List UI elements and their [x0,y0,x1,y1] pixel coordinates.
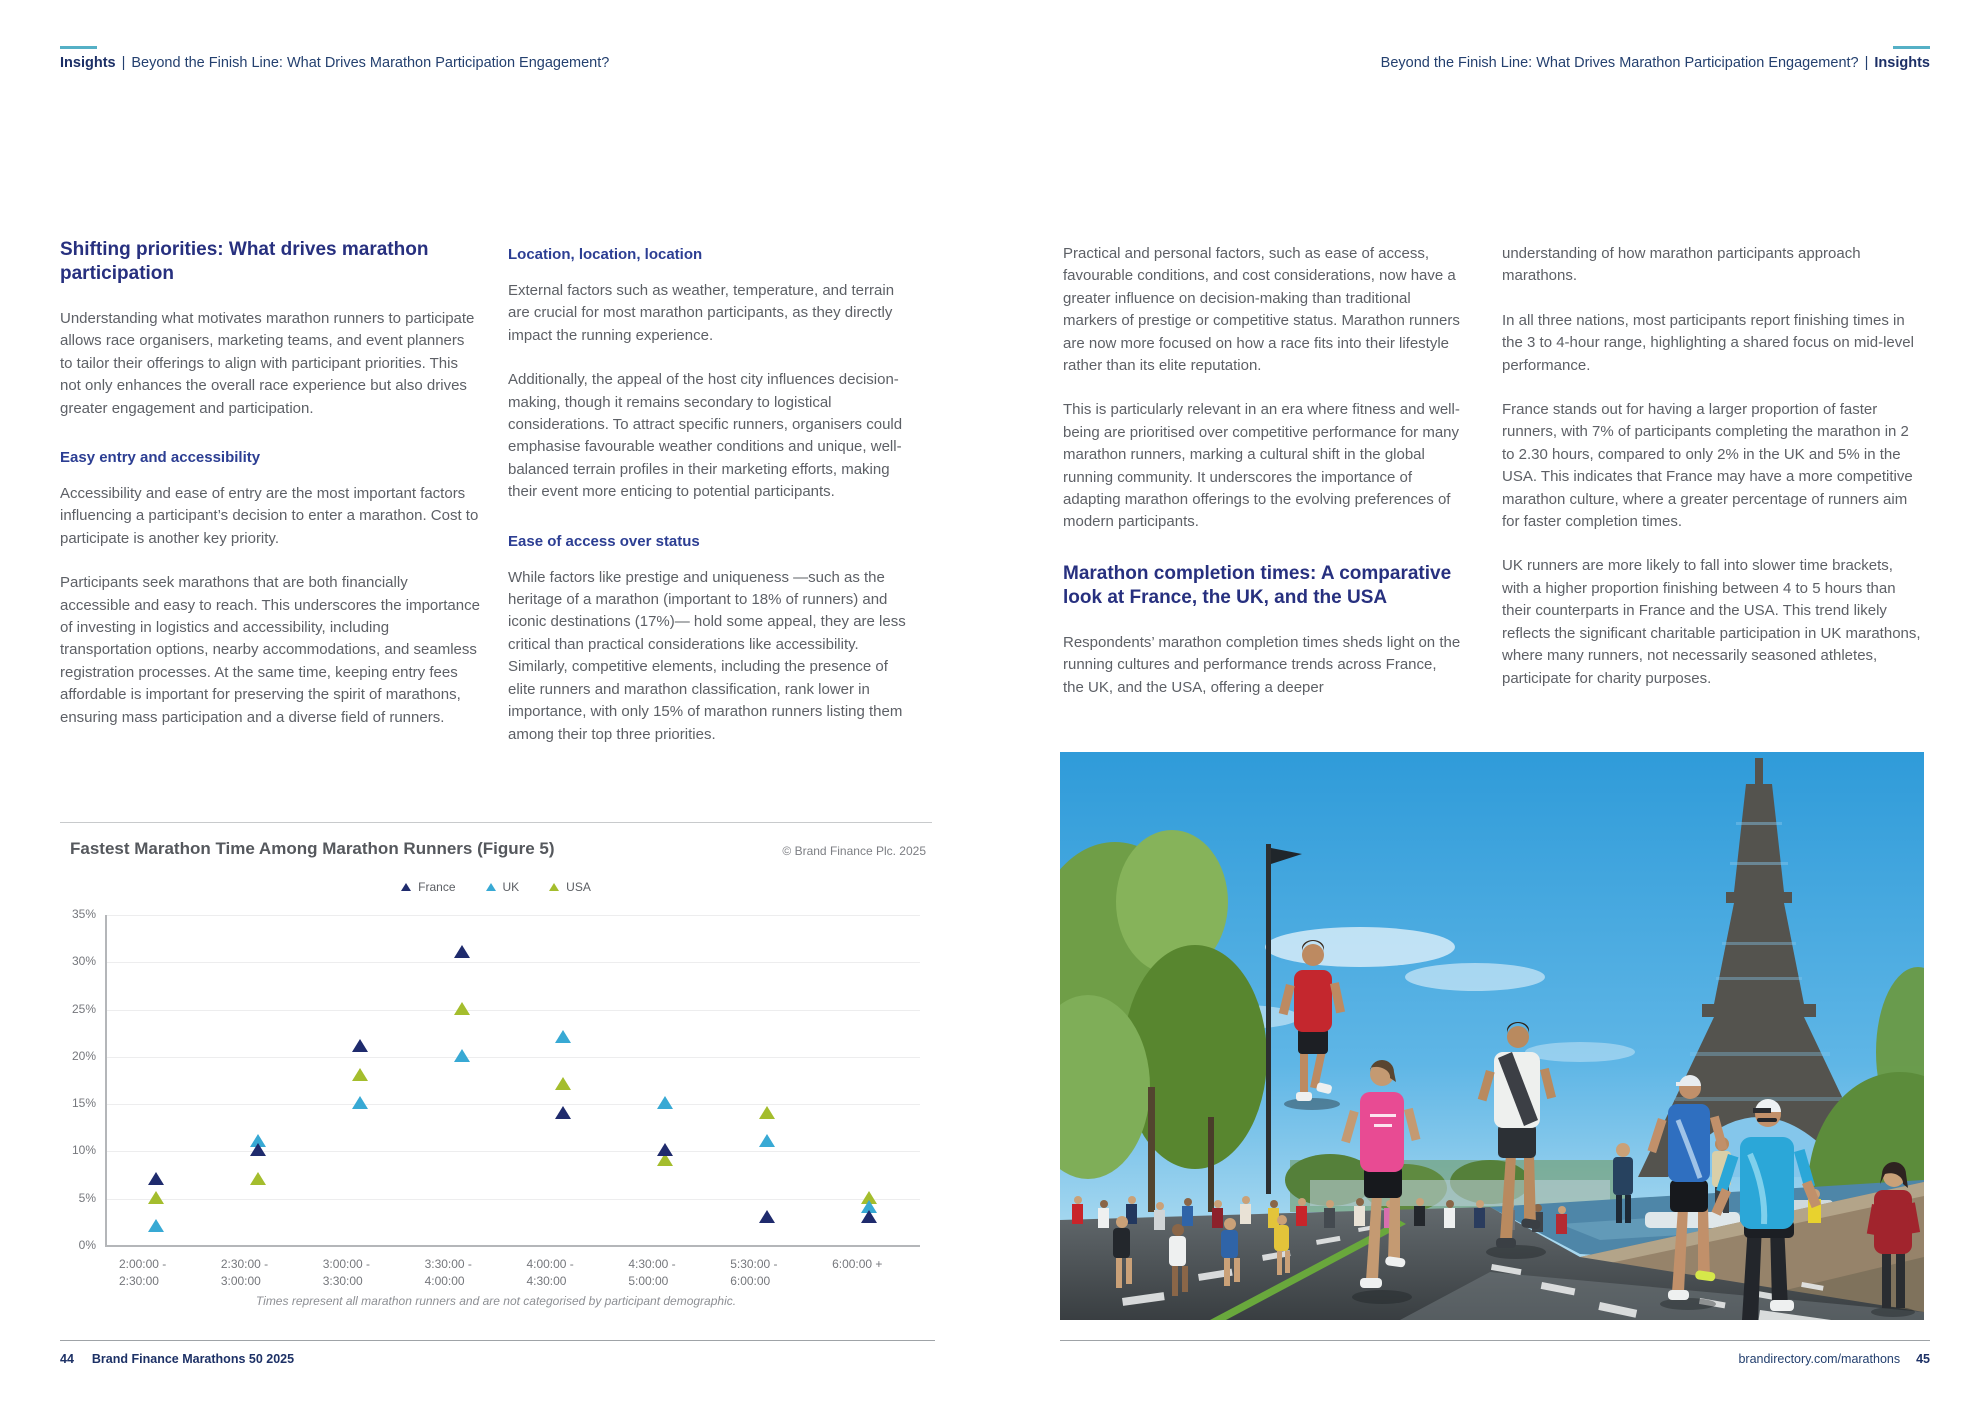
header-accent-bar-right [1893,46,1930,49]
running-head-category: Insights [1874,55,1930,71]
y-tick-label-30: 30% [71,954,96,969]
y-tick-label-0: 0% [78,1238,96,1252]
gridline-25 [105,1010,920,1011]
legend-label-france: France [418,880,456,894]
chart-legend [60,880,932,894]
data-point-france-1 [250,1143,266,1156]
gridline-20 [105,1057,920,1058]
data-point-uk-3 [454,1049,470,1062]
y-tick-label-10: 10% [71,1143,96,1158]
gridline-15 [105,1104,920,1105]
running-head-category: Insights [60,55,116,71]
data-point-france-5 [657,1143,673,1156]
y-axis-line [105,915,107,1246]
chart-plot-area [105,915,920,1246]
y-tick-label-15: 15% [71,1096,96,1111]
x-tick-label-1: 2:30:00 - 3:00:00 [220,1257,269,1288]
legend-item-france [401,880,455,894]
subheading: Ease of access over status [508,532,700,550]
paragraph: Practical and personal factors, such as ease of access, favourable conditions, and cost considerations, now have a greater influence on decision-making than traditional markers of prestige or competitive status. Marathon runners are now more focused on how a race fits into their lifestyle rather than its elite reputation. [1063,245,1460,375]
page-number: 44 [60,1352,74,1366]
y-tick-label-35: 35% [71,907,96,921]
running-head-left [60,55,609,71]
data-point-france-0 [148,1172,164,1185]
running-head-title: Beyond the Finish Line: What Drives Marathon Participation Engagement? [1380,55,1859,71]
left-column-1 [60,238,480,751]
running-head-title: Beyond the Finish Line: What Drives Marathon Participation Engagement? [131,55,610,71]
data-point-france-2 [352,1039,368,1052]
figure5-scatter-chart [60,822,932,1320]
data-point-france-6 [759,1210,775,1223]
footer-right [1738,1352,1930,1366]
x-tick-label-6: 5:30:00 - 6:00:00 [730,1257,778,1288]
data-point-usa-2 [352,1068,368,1081]
running-head-separator: | [121,55,126,71]
legend-item-usa [549,880,591,894]
paragraph: Accessibility and ease of entry are the most important factors influencing a participant’s decision to enter a marathon. Cost to participate is another key priority. [60,485,479,547]
footer-rule-right [1060,1340,1930,1341]
paragraph: This is particularly relevant in an era where fitness and well-being are prioritised over competitive performance for many marathon runners, marking a cultural shift in the global running community. It underscores the importance of adapting marathon offerings to the evolving preferences of modern participants. [1063,401,1460,531]
paragraph: Understanding what motivates marathon runners to participate allows race organisers, marketing teams, and event planners to tailor their offerings to align with participant priorities. This not only enhances the overall race experience but also drives greater engagement and participation. [60,310,475,417]
right-column-1 [1063,243,1461,721]
chart-footnote: Times represent all marathon runners and are not categorised by participant demographic. [255,1294,737,1308]
data-point-uk-2 [352,1096,368,1109]
footer-left [60,1352,294,1366]
section-heading: Marathon completion times: A comparative look at France, the UK, and the USA [1063,562,1452,608]
footer-rule-left [60,1340,935,1341]
legend-label-usa: USA [566,880,591,894]
x-tick-label-0: 2:00:00 - 2:30:00 [118,1257,167,1288]
paragraph: In all three nations, most participants report finishing times in the 3 to 4-hour range, highlighting a shared focus on mid-level performance. [1502,311,1914,374]
y-tick-label-25: 25% [71,1001,96,1016]
data-point-france-3 [454,945,470,958]
legend-label-uk: UK [502,880,520,894]
chart-title: Fastest Marathon Time Among Marathon Runners (Figure 5) [70,839,555,858]
gridline-35 [105,915,920,916]
data-point-uk-0 [148,1219,164,1232]
x-tick-label-5: 4:30:00 - 5:00:00 [628,1257,676,1288]
gridline-30 [105,962,920,963]
gridline-10 [105,1151,920,1152]
data-point-usa-6 [759,1106,775,1119]
legend-item-uk [486,880,520,894]
paragraph: UK runners are more likely to fall into slower time brackets, with a higher proportion finishing between 4 to 5 hours than their counterparts in France and the USA. This trend likely reflects the significant charitable participation in UK marathons, where many runners, not necessarily seasoned athletes, participate for charity purposes. [1502,557,1921,687]
data-point-usa-0 [148,1191,164,1204]
legend-marker-uk [486,883,496,891]
data-point-usa-3 [454,1002,470,1015]
data-point-france-7 [861,1210,877,1223]
left-column-2 [508,245,916,768]
data-point-uk-6 [759,1134,775,1147]
data-point-uk-5 [657,1096,673,1109]
data-point-france-4 [555,1106,571,1119]
legend-marker-usa [549,883,559,891]
y-tick-label-5: 5% [78,1190,96,1205]
paragraph: External factors such as weather, temperature, and terrain are crucial for most marathon participants, as they directly impact the running experience. [508,282,895,344]
x-tick-label-7: 6:00:00 + [832,1257,883,1271]
x-tick-label-2: 3:00:00 - 3:30:00 [322,1257,371,1288]
paragraph: Additionally, the appeal of the host city influences decision-making, though it remains secondary to logistical considerations. To attract specific runners, organisers could emphasise favourable weather conditions and unique, well-balanced terrain profiles in their marketing efforts, making their event more enticing to potential participants. [508,371,903,501]
footer-publication: Brand Finance Marathons 50 2025 [91,1352,295,1366]
paragraph: Participants seek marathons that are both financially accessible and easy to reach. This underscores the importance of investing in logistics and accessibility, including transportation options, nearby accommodations, and seamless registration processes. At the same time, keeping entry fees affordable is important for preserving the spirit of marathons, ensuring mass participation and a diverse field of runners. [60,574,480,726]
data-point-usa-4 [555,1077,571,1090]
paragraph: While factors like prestige and uniqueness —such as the heritage of a marathon (important to 18% of runners) and iconic destinations (17%)— hold some appeal, they are less critical than practical considerations like accessibility. Similarly, competitive elements, including the presence of elite runners and marathon classification, rank lower in importance, with only 15% of marathon runners listing them among their top three priorities. [508,568,906,743]
subheading: Location, location, location [508,246,703,263]
data-point-uk-4 [555,1030,571,1043]
chart-top-rule [60,822,932,823]
x-axis-line [105,1245,920,1247]
subheading: Easy entry and accessibility [60,449,261,467]
page-number: 45 [1916,1352,1930,1366]
y-tick-label-20: 20% [71,1048,96,1063]
right-column-2 [1502,243,1922,712]
marathon-photo [1060,752,1924,1320]
chart-copyright: © Brand Finance Plc. 2025 [782,844,926,858]
section-heading: Shifting priorities: What drives marathon participation [60,239,429,284]
x-tick-label-4: 4:00:00 - 4:30:00 [526,1257,574,1288]
running-head-right [1381,55,1930,71]
x-tick-label-3: 3:30:00 - 4:00:00 [424,1257,472,1288]
footer-url-link[interactable]: brandirectory.com/marathons [1738,1352,1901,1366]
paragraph: France stands out for having a larger proportion of faster runners, with 7% of participants completing the marathon in 2 to 2.30 hours, compared to only 2% in the UK and 5% in the USA. This indicates that France may have a more competitive marathon culture, where a greater percentage of runners aim for faster completion times. [1502,401,1913,531]
data-point-usa-1 [250,1172,266,1185]
gridline-5 [105,1199,920,1200]
legend-marker-france [401,883,411,891]
marathon-photo-illustration [1060,752,1924,1320]
paragraph: understanding of how marathon participants approach marathons. [1502,245,1861,285]
running-head-separator: | [1864,55,1869,71]
header-accent-bar-left [60,46,97,49]
paragraph: Respondents’ marathon completion times sheds light on the running cultures and performance trends across France, the UK, and the USA, offering a deeper [1063,633,1461,696]
